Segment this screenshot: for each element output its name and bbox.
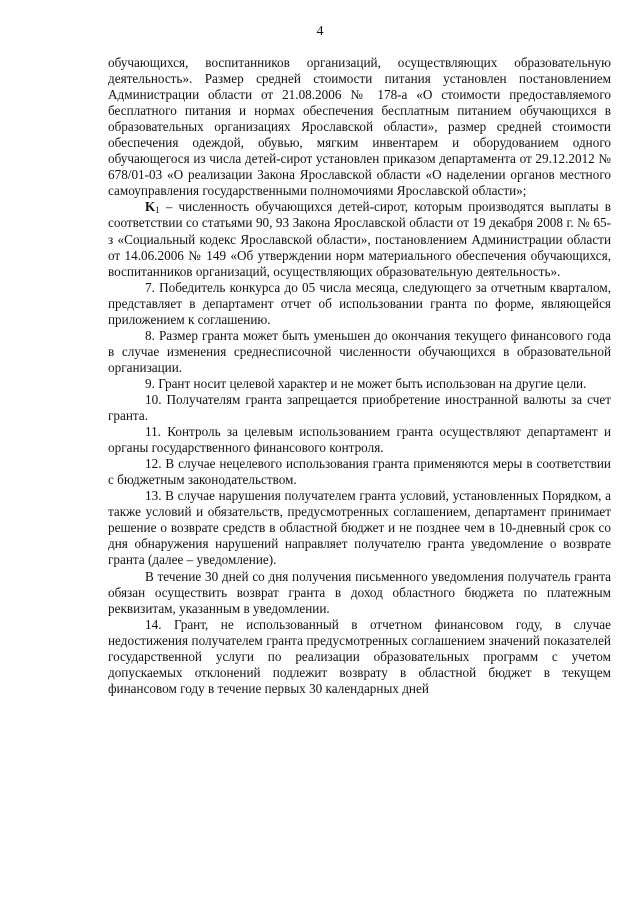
paragraph-14: 14. Грант, не использованный в отчетном финансовом году, в случае недостижения получателем гранта предусмотренных соглашением значений показателей государственной услуги по реализации образовательных программ с учетом допускаемых отклонений подлежит возврату в областной бюджет в текущем финансовом году в течение первых 30 календарных дней bbox=[108, 616, 611, 696]
paragraph-8: 8. Размер гранта может быть уменьшен до окончания текущего финансового года в случае изменения среднесписочной численности обучающихся в образовательной организации. bbox=[108, 327, 611, 375]
document-body bbox=[108, 55, 611, 697]
paragraph-9: 9. Грант носит целевой характер и не может быть использован на другие цели. bbox=[145, 375, 587, 391]
paragraph-k1-definition bbox=[108, 199, 611, 279]
paragraph-11: 11. Контроль за целевым использованием гранта осуществляют департамент и органы государственного финансового контроля. bbox=[108, 424, 611, 456]
paragraph-10: 10. Получателям гранта запрещается приобретение иностранной валюты за счет гранта. bbox=[108, 391, 611, 424]
paragraph-13-continued: В течение 30 дней со дня получения письменного уведомления получатель гранта обязан осуществить возврат гранта в доход областного бюджета по платежным реквизитам, указанным в уведомлении. bbox=[108, 568, 611, 616]
formula-subscript: 1 bbox=[155, 205, 160, 216]
paragraph-12: 12. В случае нецелевого использования гранта применяются меры в соответствии с бюджетным законодательством. bbox=[108, 456, 611, 488]
paragraph-13: 13. В случае нарушения получателем гранта условий, установленных Порядком, а также условий и обязательств, предусмотренных соглашением, департамент принимает решение о возврате средств в областной бюджет и не позднее чем в 10-дневный срок со дня обнаружения нарушений направляет получателю гранта уведомление о возврате гранта (далее – уведомление). bbox=[108, 488, 611, 568]
page-number: 4 bbox=[316, 24, 324, 39]
paragraph-7: 7. Победитель конкурса до 05 числа месяца, следующего за отчетным кварталом, представляет в департамент отчет об использовании гранта по форме, являющейся приложением к соглашению. bbox=[108, 279, 611, 327]
formula-symbol: $K_1$ bbox=[145, 199, 160, 216]
paragraph-price-basis: обучающихся, воспитанников организаций, осуществляющих образовательную деятельность». Размер средней стоимости питания установлен постановлением Администрации области от 21.08.2006 № 178-а «О стоимости предоставляемого бесплатного питания и нормах обеспечения бесплатным питанием обучающихся в образовательных организациях Ярославской области», размер средней стоимости обеспечения одеждой, обувью, мягким инвентарем и оборудованием одного обучающегося из числа детей-сирот установлен приказом департамента от 29.12.2012 № 678/01-03 «О реализации Закона Ярославской области «О наделении органов местного самоуправления государственными полномочиями Ярославской области»; bbox=[108, 55, 611, 199]
k1-definition-text: – численность обучающихся детей-сирот, которым производятся выплаты в соответствии со статьями 90, 93 Закона Ярославской области от 19 декабря 2008 г. № 65-з «Социальный кодекс Ярославской области», постановлением Администрации области от 14.06.2006 № 149 «Об утверждении норм материального обеспечения обучающихся, воспитанников организаций, осуществляющих образовательную деятельность». bbox=[108, 199, 611, 279]
